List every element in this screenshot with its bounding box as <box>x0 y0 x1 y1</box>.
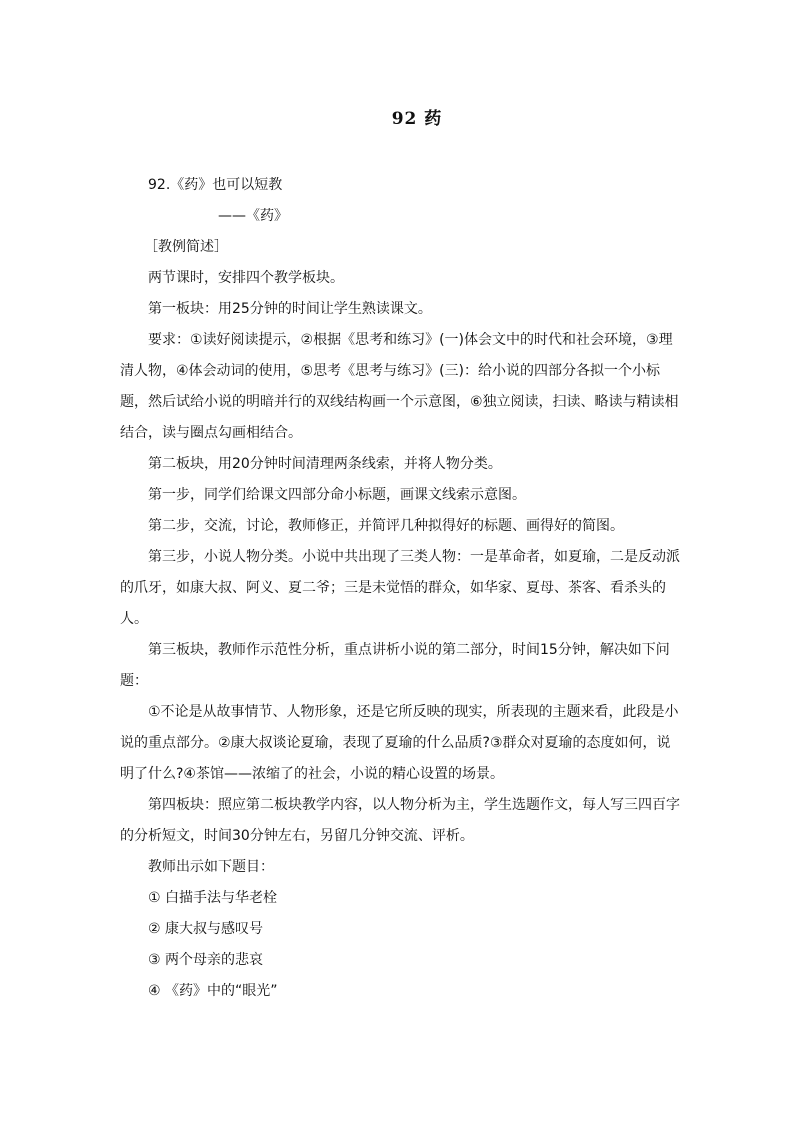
topic-item: ④ 《药》中的“眼光” <box>148 983 278 999</box>
paragraph: ①不论是从故事情节、人物形象，还是它所反映的现实，所表现的主题来看，此段是小说的重点部分。②康大叔谈论夏瑜，表现了夏瑜的什么品质?③群众对夏瑜的态度如何，说明了什么?④茶馆——浓缩了的社会，小说的精心设置的场景。 <box>120 704 679 782</box>
topic-item: ① 白描手法与华老栓 <box>148 890 278 906</box>
article-heading: 92.《药》也可以短教 <box>148 177 283 193</box>
paragraph: 教师出示如下题目： <box>148 859 274 875</box>
topic-item: ② 康大叔与感叹号 <box>148 921 264 937</box>
document-body <box>120 170 680 1007</box>
paragraph: 第三步，小说人物分类。小说中共出现了三类人物：一是革命者，如夏瑜，二是反动派的爪牙，如康大叔、阿义、夏二爷；三是未觉悟的群众，如华家、夏母、茶客、看杀头的人。 <box>120 549 680 627</box>
topic-item: ③ 两个母亲的悲哀 <box>148 952 264 968</box>
paragraph: 第四板块：照应第二板块教学内容，以人物分析为主，学生选题作文，每人写三四百字的分析短文，时间30分钟左右，另留几分钟交流、评析。 <box>120 797 680 844</box>
article-subheading: ——《药》 <box>218 208 288 224</box>
paragraph: 两节课时，安排四个教学板块。 <box>148 270 344 286</box>
section-label: ［教例简述］ <box>144 239 228 255</box>
paragraph: 要求：①读好阅读提示，②根据《思考和练习》(一)体会文中的时代和社会环境，③理清人物，④体会动词的使用，⑤思考《思考与练习》(三)：给小说的四部分各拟一个小标题，然后试给小说的明暗并行的双线结构画一个示意图，⑥独立阅读，扫读、略读与精读相结合，读与圈点勾画相结合。 <box>120 332 679 441</box>
paragraph: 第一步，同学们给课文四部分命小标题，画课文线索示意图。 <box>148 487 526 503</box>
paragraph: 第三板块，教师作示范性分析，重点讲析小说的第二部分，时间15分钟，解决如下问题： <box>120 642 670 689</box>
paragraph: 第二步，交流，讨论，教师修正，并简评几种拟得好的标题、画得好的简图。 <box>148 518 624 534</box>
paragraph: 第二板块，用20分钟时间清理两条线索，并将人物分类。 <box>148 456 502 472</box>
page-title: 92 药 <box>391 109 443 129</box>
paragraph: 第一板块：用25分钟的时间让学生熟读课文。 <box>148 301 432 317</box>
